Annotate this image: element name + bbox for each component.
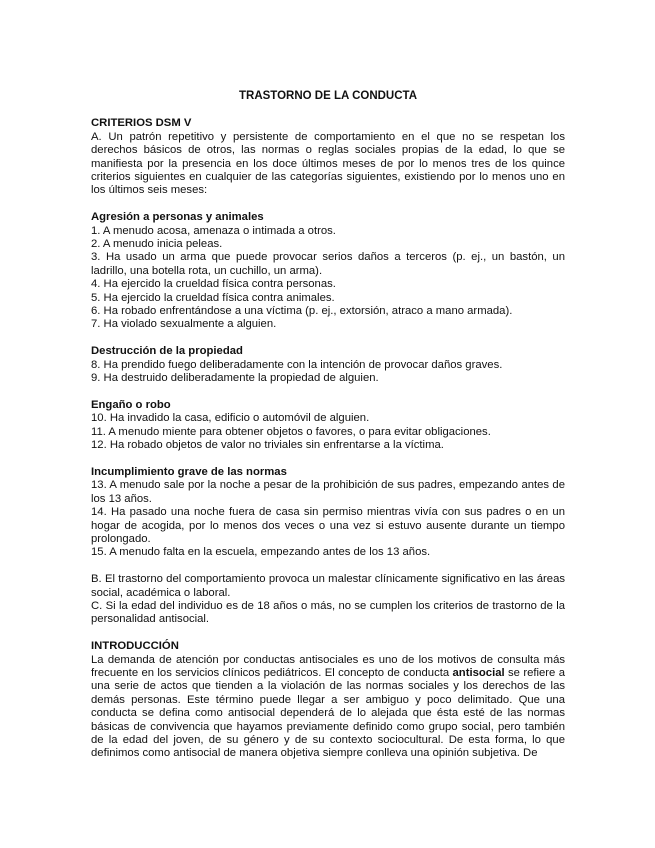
list-item: 12. Ha robado objetos de valor no triviales sin enfrentarse a la víctima. bbox=[91, 439, 444, 452]
criterios-heading: CRITERIOS DSM V bbox=[91, 117, 192, 130]
list-item: 15. A menudo falta en la escuela, empezando antes de los 13 años. bbox=[91, 546, 431, 559]
list-item: 8. Ha prendido fuego deliberadamente con la intención de provocar daños graves. bbox=[91, 358, 503, 371]
document-title: TRASTORNO DE LA CONDUCTA bbox=[238, 90, 418, 102]
list-item: 6. Ha robado enfrentándose a una víctima (p. ej., extorsión, atraco a mano armada). bbox=[91, 305, 513, 318]
list-item: 10. Ha invadido la casa, edificio o automóvil de alguien. bbox=[91, 412, 370, 425]
list-item: 13. A menudo sale por la noche a pesar de la prohibición de sus padres, empezando antes de los 13 años. bbox=[91, 479, 565, 505]
spacer bbox=[91, 332, 565, 345]
spacer bbox=[91, 560, 565, 573]
section-destruccion bbox=[91, 345, 565, 385]
introduccion-paragraph bbox=[91, 654, 565, 761]
list-item: 3. Ha usado un arma que puede provocar serios daños a terceros (p. ej., un bastón, un ladrillo, una botella rota, un cuchillo, un arma). bbox=[91, 251, 565, 277]
intro-bold-term: antisocial bbox=[452, 666, 505, 679]
introduccion-heading: INTRODUCCIÓN bbox=[91, 640, 179, 653]
section-heading: Destrucción de la propiedad bbox=[91, 345, 243, 358]
list-item: 7. Ha violado sexualmente a alguien. bbox=[91, 318, 277, 331]
section-heading: Engaño o robo bbox=[91, 398, 171, 411]
list-item: 1. A menudo acosa, amenaza o intimada a otros. bbox=[91, 224, 336, 237]
section-incumplimiento bbox=[91, 466, 565, 560]
section-heading: Incumplimiento grave de las normas bbox=[91, 465, 287, 478]
document-page bbox=[91, 90, 565, 761]
spacer bbox=[91, 453, 565, 466]
list-item: 4. Ha ejercido la crueldad física contra personas. bbox=[91, 278, 336, 291]
list-item: 5. Ha ejercido la crueldad física contra animales. bbox=[91, 291, 335, 304]
section-engano bbox=[91, 399, 565, 453]
criterios-intro: A. Un patrón repetitivo y persistente de comportamiento en el que no se respetan los derechos básicos de otros, las normas o reglas sociales propias de la edad, lo que se manifiesta por la presencia en los doce últimos meses de por lo menos tres de los quince criterios siguientes en cualquier de las categorías siguientes, existiendo por lo menos uno en los últimos seis meses: bbox=[91, 130, 565, 197]
spacer bbox=[91, 386, 565, 399]
list-item: 11. A menudo miente para obtener objetos o favores, o para evitar obligaciones. bbox=[91, 425, 491, 438]
section-heading: Agresión a personas y animales bbox=[91, 211, 264, 224]
intro-text-end: se refiere a una serie de actos que tienden a la violación de las normas sociales y los derechos de las demás personas. Este término puede llegar a ser ambiguo y poco delimitado. Que una conducta se defina como antisocial dependerá de lo alejada que ésta esté de las normas básicas de convivencia que hayamos previamente definido como grupo social, pero también de la edad del joven, de su género y de su contexto sociocultural. De esta forma, lo que definimos como antisocial de manera objetiva siempre conlleva una opinión subjetiva. De bbox=[91, 666, 565, 760]
intro-text-start: La demanda de atención por conductas antisociales es uno de los motivos de consulta más frecuente en los servicios clínicos pediátricos. El concepto de conducta bbox=[91, 653, 565, 679]
list-item: 2. A menudo inicia peleas. bbox=[91, 238, 223, 251]
criterio-b: B. El trastorno del comportamiento provoca un malestar clínicamente significativo en las áreas social, académica o laboral. bbox=[91, 573, 565, 599]
spacer bbox=[91, 198, 565, 211]
list-item: 14. Ha pasado una noche fuera de casa sin permiso mientras vivía con sus padres o en un hogar de acogida, por lo menos dos veces o una vez si estuvo ausente durante un tiempo prolongado. bbox=[91, 506, 565, 545]
criterio-c: C. Si la edad del individuo es de 18 años o más, no se cumplen los criterios de trastorno de la personalidad antisocial. bbox=[91, 599, 565, 626]
spacer bbox=[91, 627, 565, 640]
list-item: 9. Ha destruido deliberadamente la propiedad de alguien. bbox=[91, 372, 379, 385]
section-agresion bbox=[91, 211, 565, 332]
